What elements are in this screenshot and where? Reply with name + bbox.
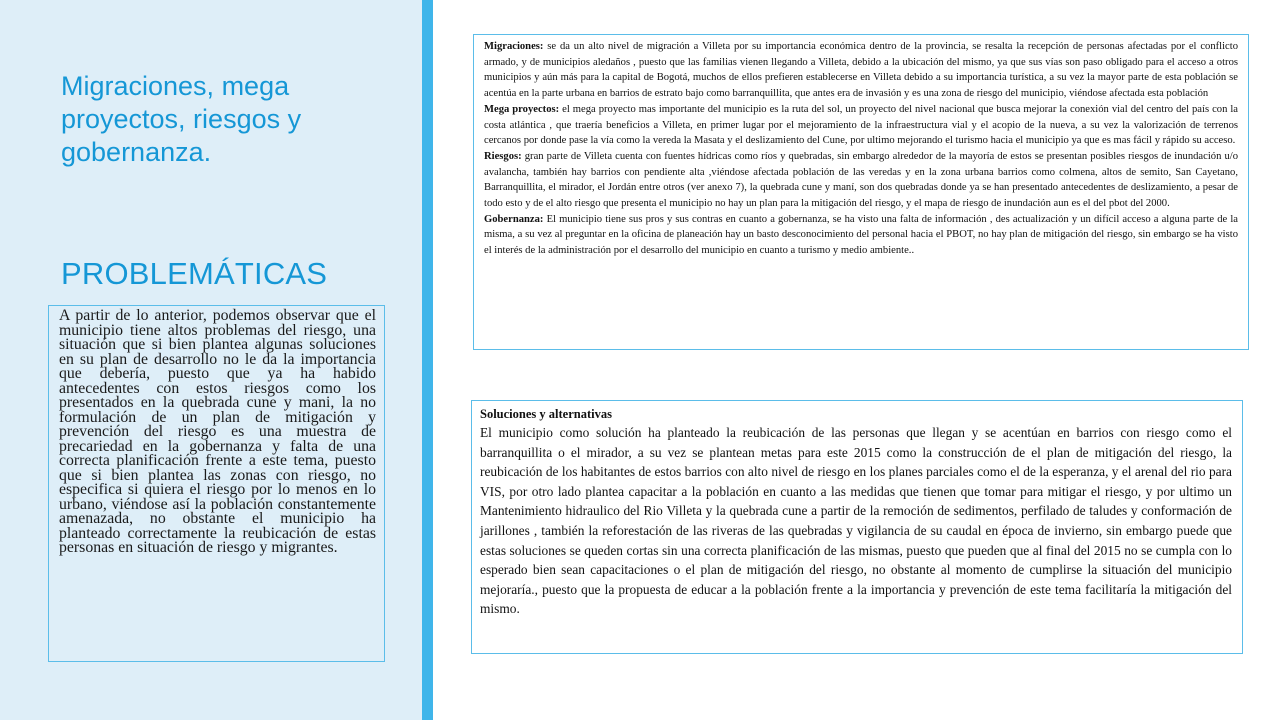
problem-label: Mega proyectos: [484, 103, 560, 115]
solutions-box [471, 400, 1243, 654]
accent-bar [422, 0, 433, 720]
solutions-heading: Soluciones y alternativas [480, 407, 612, 421]
problem-text: se da un alto nivel de migración a Villeta por su importancia económica dentro de la provincia, se resalta la recepción de personas afectadas por el conflicto armado, y de municipios aledaños , puesto que las familias vienen llegando a Villeta, debido a la ubicación del mismo, ya que sus vías son paso obligado para el acceso a otros municipios y aún más para la capital de Bogotá, muchos de ellos prefieren establecerse en Villeta debido a su importancia turística, a su vez la mayor parte de esta población se acentúa en la parte urbana en barrios de estrato bajo como barranquillita, que antes era de invasión y es una zona de riesgo del municipio, viéndose afectada esta población [484, 41, 1238, 100]
section-heading: PROBLEMÁTICAS [61, 256, 328, 291]
problem-label: Gobernanza: [484, 213, 544, 225]
problem-mega-proyectos [484, 102, 1238, 149]
problems-box [473, 34, 1249, 350]
problem-gobernanza [484, 212, 1238, 259]
problem-text: El municipio tiene sus pros y sus contras en cuanto a gobernanza, se ha visto una falta de información , des actualización y un difícil acceso a alguna parte de la misma, a su vez al preguntar en la oficina de planeación hay un basto desconocimiento del personal hacia el PBOT, no hay plan de mitigación del riesgo, sin embargo se ha visto el interés de la administración por el desarrollo del municipio en cuanto a turismo y medio ambiente.. [484, 213, 1238, 257]
problematicas-box [48, 305, 385, 662]
problematicas-paragraph: A partir de lo anterior, podemos observar que el municipio tiene altos problemas del riesgo, una situación que si bien plantea algunas soluciones en su plan de desarrollo no le da la importancia que debería, puesto que ya ha habido antecedentes con estos riesgos como los presentados en la quebrada cune y mani, la no formulación de un plan de mitigación y prevención del riesgo es una muestra de precariedad en la gobernanza y falta de una correcta planificación frente a este tema, puesto que si bien plantea las zonas con riesgo, no especifica si quiera el riesgo por lo menos en lo urbano, viéndose así la población constantemente amenazada, no obstante el municipio ha planteado correctamente la reubicación de estas personas en situación de riesgo y migrantes. [59, 307, 376, 556]
problem-label: Migraciones: [484, 41, 544, 52]
slide-title: Migraciones, mega proyectos, riesgos y gobernanza. [61, 71, 302, 167]
solutions-paragraph: El municipio como solución ha planteado la reubicación de las personas que llegan y se acentúan en barrios con riesgo como el barranquillita o el mirador, a su vez se plantean metas para este 2015 como la construcción de el plan de mitigación del riesgo, la reubicación de los habitantes de estos barrios con alto nivel de riesgo en los planes parciales como el de la esperanza, y el arenal del rio para VIS, por otro lado plantea capacitar a la población en cuanto a las medidas que tienen que tomar para mitigar el riesgo, y por ultimo un Mantenimiento hidraulico del Rio Villeta y la quebrada cune a partir de la remoción de sedimentos, perfilado de taludes y conformación de jarillones , también la reforestación de las riveras de las quebradas y vigilancia de su caudal en época de invierno, sin embargo puede que estas soluciones se queden cortas sin una correcta planificación de las mismas, puesto que pueden que al final del 2015 no se cumpla con lo esperado bien sean capacitaciones o el plan de mitigación del riesgo, no obstante al momento de cumplirse la situación del municipio mejoraría., puesto que la propuesta de educar a la población frente a la importancia y prevención de este tema facilitaría la mitigación del mismo. [480, 425, 1232, 617]
problem-label: Riesgos: [484, 150, 522, 162]
problem-text: el mega proyecto mas importante del municipio es la ruta del sol, un proyecto del nivel nacional que busca mejorar la conexión vial del centro del país con la costa atlántica , que traería beneficios a Villeta, en primer lugar por el mejoramiento de la infraestructura vial y el acopio de la nueva, a su vez la valorización de terrenos cercanos por donde pase la vía como la vereda la Masata y el deslizamiento del Cune, por ultimo mejorando el turismo hacia el municipio ya que es mas fácil y rápido su acceso. [484, 103, 1238, 147]
problem-text: gran parte de Villeta cuenta con fuentes hídricas como ríos y quebradas, sin embargo alrededor de la mayoría de estos se presentan posibles riesgos de inundación u/o avalancha, también hay barrios con pendiente alta ,viéndose afectada población de las veredas y en la zona urbana barrios como colmena, altos de semito, San Cayetano, Barranquillita, el mirador, el Jordán entre otros (ver anexo 7), la quebrada cune y maní, son dos quebradas donde ya se han presentado antecedentes de deslizamiento, a pesar de todo esto y de el alto riesgo que presenta el municipio no hay un plan para la mitigación del riesgo, y el mapa de riesgo de inundación aun es el del pbot del 2000. [484, 150, 1238, 210]
problem-riesgos [484, 149, 1238, 212]
problem-migraciones [484, 39, 1238, 102]
